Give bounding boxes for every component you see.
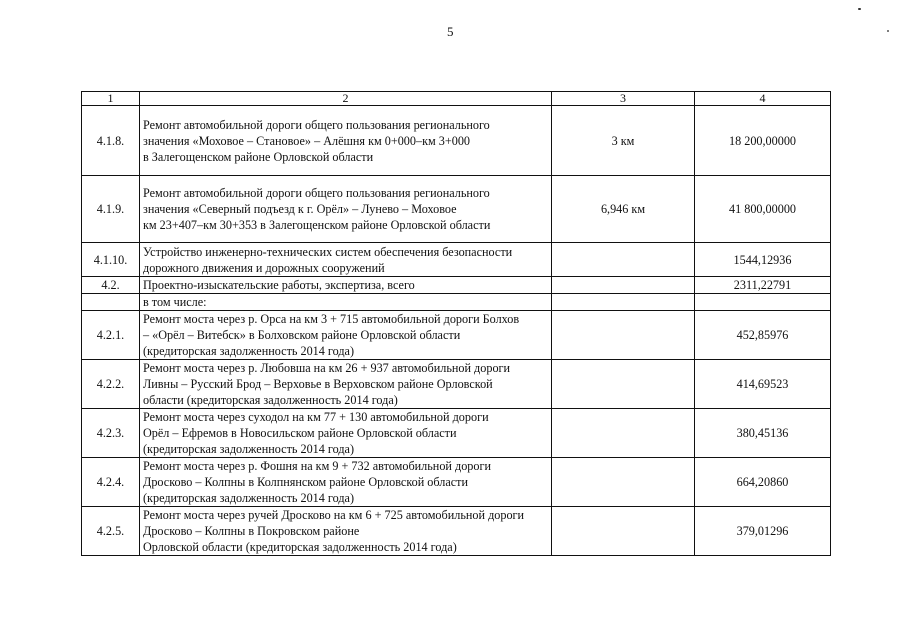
item-number: 4.2.3. bbox=[82, 409, 140, 458]
table-row bbox=[82, 106, 831, 176]
item-amount: 379,01296 bbox=[695, 507, 831, 556]
item-number: 4.2.1. bbox=[82, 311, 140, 360]
item-amount: 18 200,00000 bbox=[695, 106, 831, 176]
budget-table bbox=[81, 91, 831, 556]
page-number: 5 bbox=[447, 24, 454, 39]
item-number: 4.1.9. bbox=[82, 176, 140, 243]
item-length bbox=[552, 409, 695, 458]
item-length bbox=[552, 507, 695, 556]
item-number: 4.2. bbox=[82, 277, 140, 294]
item-description: Ремонт моста через р. Любовша на км 26 + 937 автомобильной дороги Ливны – Русский Брод – Верховье в Верховском районе Орловской области (кредиторская задолженность 2014 года) bbox=[143, 361, 511, 407]
item-number: 4.1.10. bbox=[82, 243, 140, 277]
item-description: Ремонт моста через суходол на км 77 + 130 автомобильной дороги Орёл – Ефремов в Новосильском районе Орловской области (кредиторская задолженность 2014 года) bbox=[143, 410, 489, 456]
table-row bbox=[82, 311, 831, 360]
item-description: Проектно-изыскательские работы, экспертиза, всего bbox=[143, 278, 415, 292]
item-length bbox=[552, 294, 695, 311]
scan-speck bbox=[858, 8, 861, 10]
item-description: Ремонт автомобильной дороги общего пользования регионального значения «Моховое – Становое» – Алёшня км 0+000–км 3+000 в Залегощенском районе Орловской области bbox=[143, 117, 490, 164]
item-number: 4.2.5. bbox=[82, 507, 140, 556]
item-amount bbox=[695, 294, 831, 311]
table-row bbox=[82, 294, 831, 311]
item-amount: 414,69523 bbox=[695, 360, 831, 409]
item-description: Устройство инженерно-технических систем обеспечения безопасности дорожного движения и дорожных сооружений bbox=[143, 244, 513, 275]
table-row bbox=[82, 360, 831, 409]
table-row bbox=[82, 507, 831, 556]
table-row bbox=[82, 409, 831, 458]
item-amount: 664,20860 bbox=[695, 458, 831, 507]
item-number bbox=[82, 294, 140, 311]
item-length bbox=[552, 458, 695, 507]
item-number: 4.1.8. bbox=[82, 106, 140, 176]
item-length bbox=[552, 360, 695, 409]
item-length: 6,946 км bbox=[552, 176, 695, 243]
table-row bbox=[82, 458, 831, 507]
item-amount: 1544,12936 bbox=[695, 243, 831, 277]
table-row bbox=[82, 277, 831, 294]
item-number: 4.2.4. bbox=[82, 458, 140, 507]
item-length bbox=[552, 311, 695, 360]
item-amount: 380,45136 bbox=[695, 409, 831, 458]
item-description: в том числе: bbox=[143, 295, 207, 309]
item-amount: 41 800,00000 bbox=[695, 176, 831, 243]
column-header: 3 bbox=[552, 92, 695, 106]
item-description: Ремонт моста через ручей Дросково на км 6 + 725 автомобильной дороги Дросково – Колпны в Покровском районе Орловской области (кредиторская задолженность 2014 года) bbox=[143, 508, 525, 554]
column-header: 4 bbox=[695, 92, 831, 106]
column-number-row bbox=[82, 92, 831, 106]
column-header: 1 bbox=[82, 92, 140, 106]
item-length bbox=[552, 243, 695, 277]
item-description: Ремонт моста через р. Орса на км 3 + 715 автомобильной дороги Болхов – «Орёл – Витебск» в Болховском районе Орловской области (кредиторская задолженность 2014 года) bbox=[143, 312, 520, 358]
item-amount: 452,85976 bbox=[695, 311, 831, 360]
item-length: 3 км bbox=[552, 106, 695, 176]
item-amount: 2311,22791 bbox=[695, 277, 831, 294]
scan-speck bbox=[887, 30, 889, 32]
table-row bbox=[82, 176, 831, 243]
item-number: 4.2.2. bbox=[82, 360, 140, 409]
item-description: Ремонт автомобильной дороги общего пользования регионального значения «Северный подъезд к г. Орёл» – Лунево – Моховое км 23+407–км 30+353 в Залегощенском районе Орловской области bbox=[143, 186, 491, 232]
table-row bbox=[82, 243, 831, 277]
item-description: Ремонт моста через р. Фошня на км 9 + 732 автомобильной дороги Дросково – Колпны в Колпнянском районе Орловской области (кредиторская задолженность 2014 года) bbox=[143, 459, 491, 505]
item-length bbox=[552, 277, 695, 294]
column-header: 2 bbox=[140, 92, 552, 106]
